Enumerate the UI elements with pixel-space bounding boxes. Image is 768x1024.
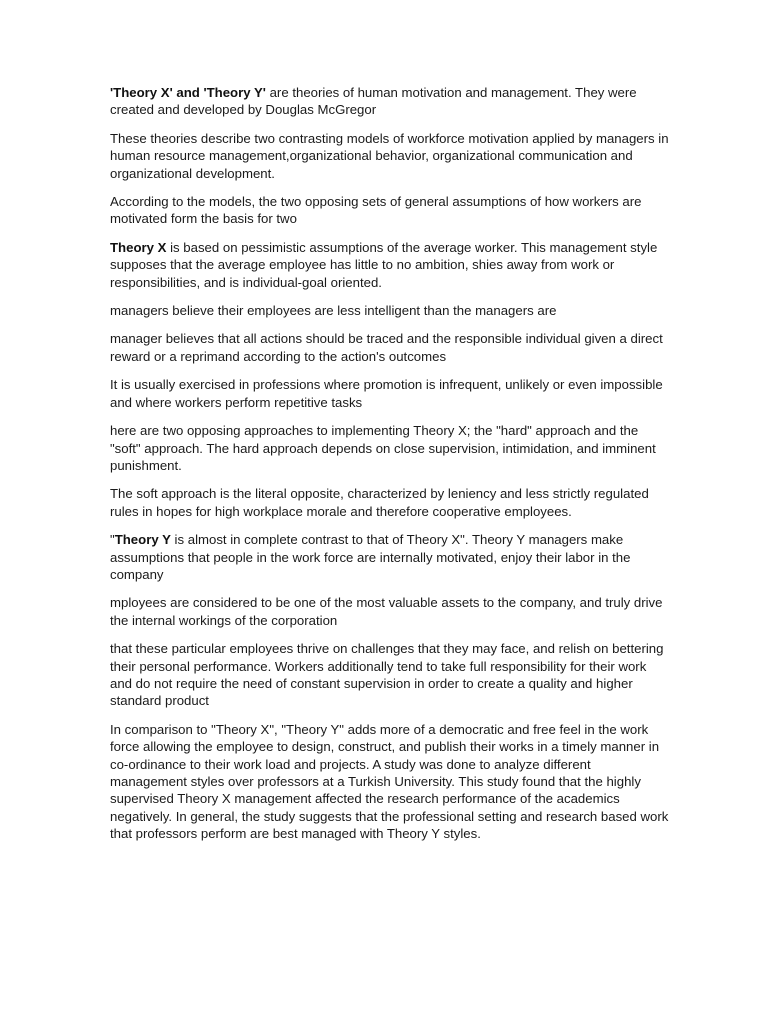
paragraph-comparison [110, 721, 670, 843]
paragraph-approaches [110, 422, 670, 474]
paragraph-challenges [110, 640, 670, 710]
paragraph-text: It is usually exercised in professions where promotion is infrequent, unlikely or even impossible and where workers perform repetitive tasks [110, 377, 663, 410]
paragraph-manager-actions [110, 330, 670, 365]
paragraph-text: are theories of human motivation and management. They were created and developed by Douglas McGregor [110, 85, 637, 118]
paragraph-text: here are two opposing approaches to implementing Theory X; the "hard" approach and the "soft" approach. The hard approach depends on close supervision, intimidation, and imminent punishment. [110, 423, 656, 473]
paragraph-text: is almost in complete contrast to that of Theory X". Theory Y managers make assumptions that people in the work force are internally motivated, enjoy their labor in the company [110, 532, 631, 582]
paragraph-theory-y [110, 531, 670, 583]
paragraph-assumptions [110, 193, 670, 228]
paragraph-text: managers believe their employees are less intelligent than the managers are [110, 303, 557, 319]
document-page [110, 84, 670, 854]
paragraph-text: mployees are considered to be one of the most valuable assets to the company, and truly drive the internal workings of the corporation [110, 595, 663, 628]
bold-term: Theory Y [114, 532, 171, 548]
paragraph-theory-x [110, 239, 670, 291]
paragraph-employees-assets [110, 594, 670, 629]
paragraph-text: According to the models, the two opposing sets of general assumptions of how workers are motivated form the basis for two [110, 194, 642, 227]
paragraph-professions [110, 376, 670, 411]
paragraph-prefix: " [110, 532, 115, 548]
bold-term: 'Theory X' and 'Theory Y' [110, 85, 266, 100]
paragraph-text: is based on pessimistic assumptions of the average worker. This management style supposes that the average employee has little to no ambition, shies away from work or responsibilities, and is individual-goal oriented. [110, 239, 658, 290]
bold-term: Theory X [110, 239, 167, 255]
paragraph-text: manager believes that all actions should be traced and the responsible individual given a direct reward or a reprimand according to the action's outcomes [110, 331, 663, 364]
paragraph-text: In comparison to "Theory X", "Theory Y" adds more of a democratic and free feel in the work force allowing the employee to design, construct, and publish their works in a timely manner in co-ordinance to their work load and projects. A study was done to analyze different management styles over professors at a Turkish University. This study found that the highly supervised Theory X management affected the research performance of the academics negatively. In general, the study suggests that the professional setting and research based work that professors perform are best managed with Theory Y styles. [110, 721, 669, 842]
paragraph-text: These theories describe two contrasting models of workforce motivation applied by managers in human resource management,organizational behavior, organizational communication and organizational development. [110, 130, 669, 181]
paragraph-intro [110, 84, 670, 119]
paragraph-text: that these particular employees thrive on challenges that they may face, and relish on bettering their personal performance. Workers additionally tend to take full responsibility for their work and do not require the need of constant supervision in order to create a quality and higher standard product [110, 641, 664, 709]
paragraph-text: The soft approach is the literal opposite, characterized by leniency and less strictly regulated rules in hopes for high workplace morale and therefore cooperative employees. [110, 486, 649, 519]
paragraph-managers-believe [110, 302, 670, 319]
paragraph-models [110, 130, 670, 182]
paragraph-soft-approach [110, 485, 670, 520]
